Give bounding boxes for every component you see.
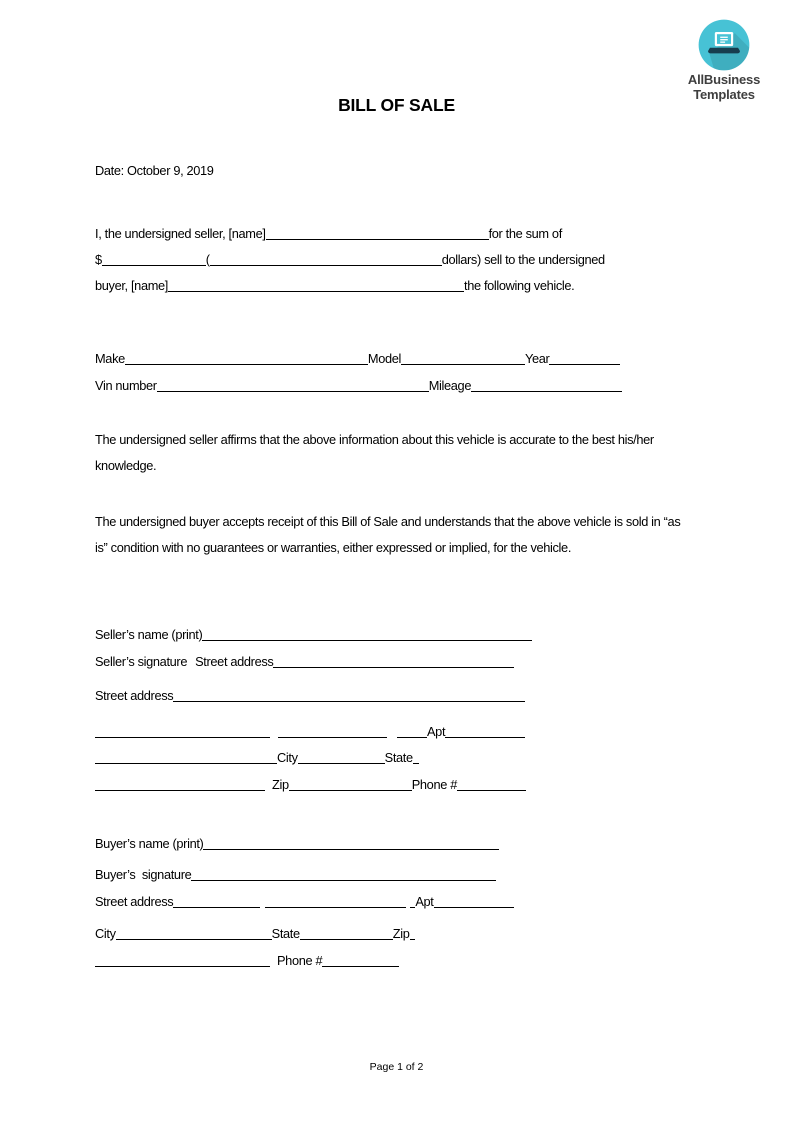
seller-zip-label: Zip: [272, 777, 289, 792]
seller-state-blank[interactable]: [413, 749, 419, 764]
seller-street-label-2: Street address: [95, 688, 174, 703]
seller-street-blank-1[interactable]: [273, 653, 514, 668]
seller-name-row: [95, 624, 532, 642]
vehicle-row-1: [95, 348, 620, 366]
model-label: Model: [367, 351, 402, 366]
buyer-zip-label: Zip: [392, 926, 410, 941]
intro-line-3: [95, 275, 574, 293]
seller-extra-blank-1[interactable]: [95, 723, 270, 738]
seller-extra-blank-2[interactable]: [278, 723, 387, 738]
seller-name-blank[interactable]: [266, 225, 489, 240]
buyer-signature-blank[interactable]: [191, 866, 496, 881]
intro-sum-label: for the sum of: [488, 226, 562, 241]
intro-line-1: [95, 223, 562, 241]
seller-apt-label: Apt: [427, 724, 446, 739]
buyer-state-blank[interactable]: [300, 925, 393, 940]
sale-amount-blank[interactable]: [102, 251, 206, 266]
buyer-phone-row: [95, 950, 399, 968]
mileage-blank[interactable]: [471, 377, 622, 392]
seller-city-blank[interactable]: [298, 749, 385, 764]
year-label: Year: [525, 351, 550, 366]
model-blank[interactable]: [401, 350, 525, 365]
buyer-phone-blank[interactable]: [322, 952, 399, 967]
page-title: BILL OF SALE: [338, 95, 455, 115]
seller-signature-row: [95, 651, 514, 669]
buyer-zip-blank[interactable]: [410, 925, 415, 940]
seller-phone-label: Phone #: [411, 777, 457, 792]
year-blank[interactable]: [549, 350, 620, 365]
buyer-city-label: City: [95, 926, 116, 941]
seller-city-pre-blank[interactable]: [95, 749, 277, 764]
buyer-apt-label: Apt: [415, 894, 434, 909]
intro-following-label: the following vehicle.: [464, 278, 575, 293]
seller-phone-blank[interactable]: [457, 776, 526, 791]
buyer-street-blank-1[interactable]: [173, 893, 260, 908]
seller-name-label: Seller’s name (print): [95, 627, 203, 642]
buyer-apt-pre-blank[interactable]: [410, 893, 415, 908]
intro-buyer-label: buyer, [name]: [95, 278, 168, 293]
seller-street-blank-2[interactable]: [173, 687, 525, 702]
seller-zip-pre-blank[interactable]: [95, 776, 265, 791]
brand-name-line2: Templates: [693, 86, 755, 102]
seller-zip-blank[interactable]: [289, 776, 412, 791]
vin-label: Vin number: [95, 378, 157, 393]
buyer-street-blank-2[interactable]: [265, 893, 406, 908]
seller-zip-row: [95, 774, 526, 792]
amount-in-words-blank[interactable]: [210, 251, 442, 266]
seller-extra-blank-3[interactable]: [397, 723, 427, 738]
buyer-street-label: Street address: [95, 894, 174, 909]
vehicle-row-2: [95, 375, 622, 393]
buyer-acceptance-paragraph: The undersigned buyer accepts receipt of this Bill of Sale and understands that the above vehicle is sold in “as is” condition with no guarantees or warranties, either expressed or implied, for the vehicle.: [95, 514, 681, 555]
buyer-phone-label: Phone #: [277, 953, 323, 968]
buyer-name-row: [95, 833, 499, 851]
date-line: [95, 163, 214, 178]
seller-state-label: State: [384, 750, 413, 765]
open-paren-label: (: [205, 252, 210, 267]
page-number: Page 1 of 2: [369, 1061, 424, 1073]
brand-name-line1: AllBusiness: [687, 72, 761, 87]
make-label: Make: [95, 351, 125, 366]
buyer-print-name-blank[interactable]: [203, 835, 499, 850]
seller-apt-blank[interactable]: [445, 723, 525, 738]
seller-signature-label: Seller’s signature: [95, 654, 188, 669]
buyer-signature-row: [95, 864, 496, 882]
seller-city-row: [95, 747, 419, 765]
buyer-apt-blank[interactable]: [434, 893, 514, 908]
vin-blank[interactable]: [157, 377, 429, 392]
intro-line-2: [95, 249, 605, 267]
mileage-label: Mileage: [428, 378, 472, 393]
buyer-city-row: [95, 923, 415, 941]
make-blank[interactable]: [125, 350, 368, 365]
seller-street-row: [95, 685, 525, 703]
seller-print-name-blank[interactable]: [202, 626, 532, 641]
seller-city-label: City: [277, 750, 298, 765]
intro-dollars-label: dollars) sell to the undersigned: [441, 252, 605, 267]
date-label: Date: October 9, 2019: [95, 163, 214, 178]
seller-street-label-1: Street address: [195, 654, 274, 669]
buyer-state-label: State: [271, 926, 300, 941]
intro-seller-label: I, the undersigned seller, [name]: [95, 226, 266, 241]
dollar-sign-label: $: [95, 252, 102, 267]
seller-apt-row: [95, 721, 525, 739]
seller-affirmation-paragraph: The undersigned seller affirms that the above information about this vehicle is accurate to the best his/her knowledge.: [95, 432, 654, 473]
buyer-signature-label: Buyer’s signature: [95, 867, 192, 882]
buyer-name-blank[interactable]: [168, 277, 464, 292]
brand-logo: [668, 18, 780, 102]
buyer-street-row: [95, 891, 514, 909]
buyer-city-blank[interactable]: [116, 925, 272, 940]
laptop-icon: [697, 18, 751, 72]
buyer-name-label: Buyer’s name (print): [95, 836, 204, 851]
buyer-phone-pre-blank[interactable]: [95, 952, 270, 967]
